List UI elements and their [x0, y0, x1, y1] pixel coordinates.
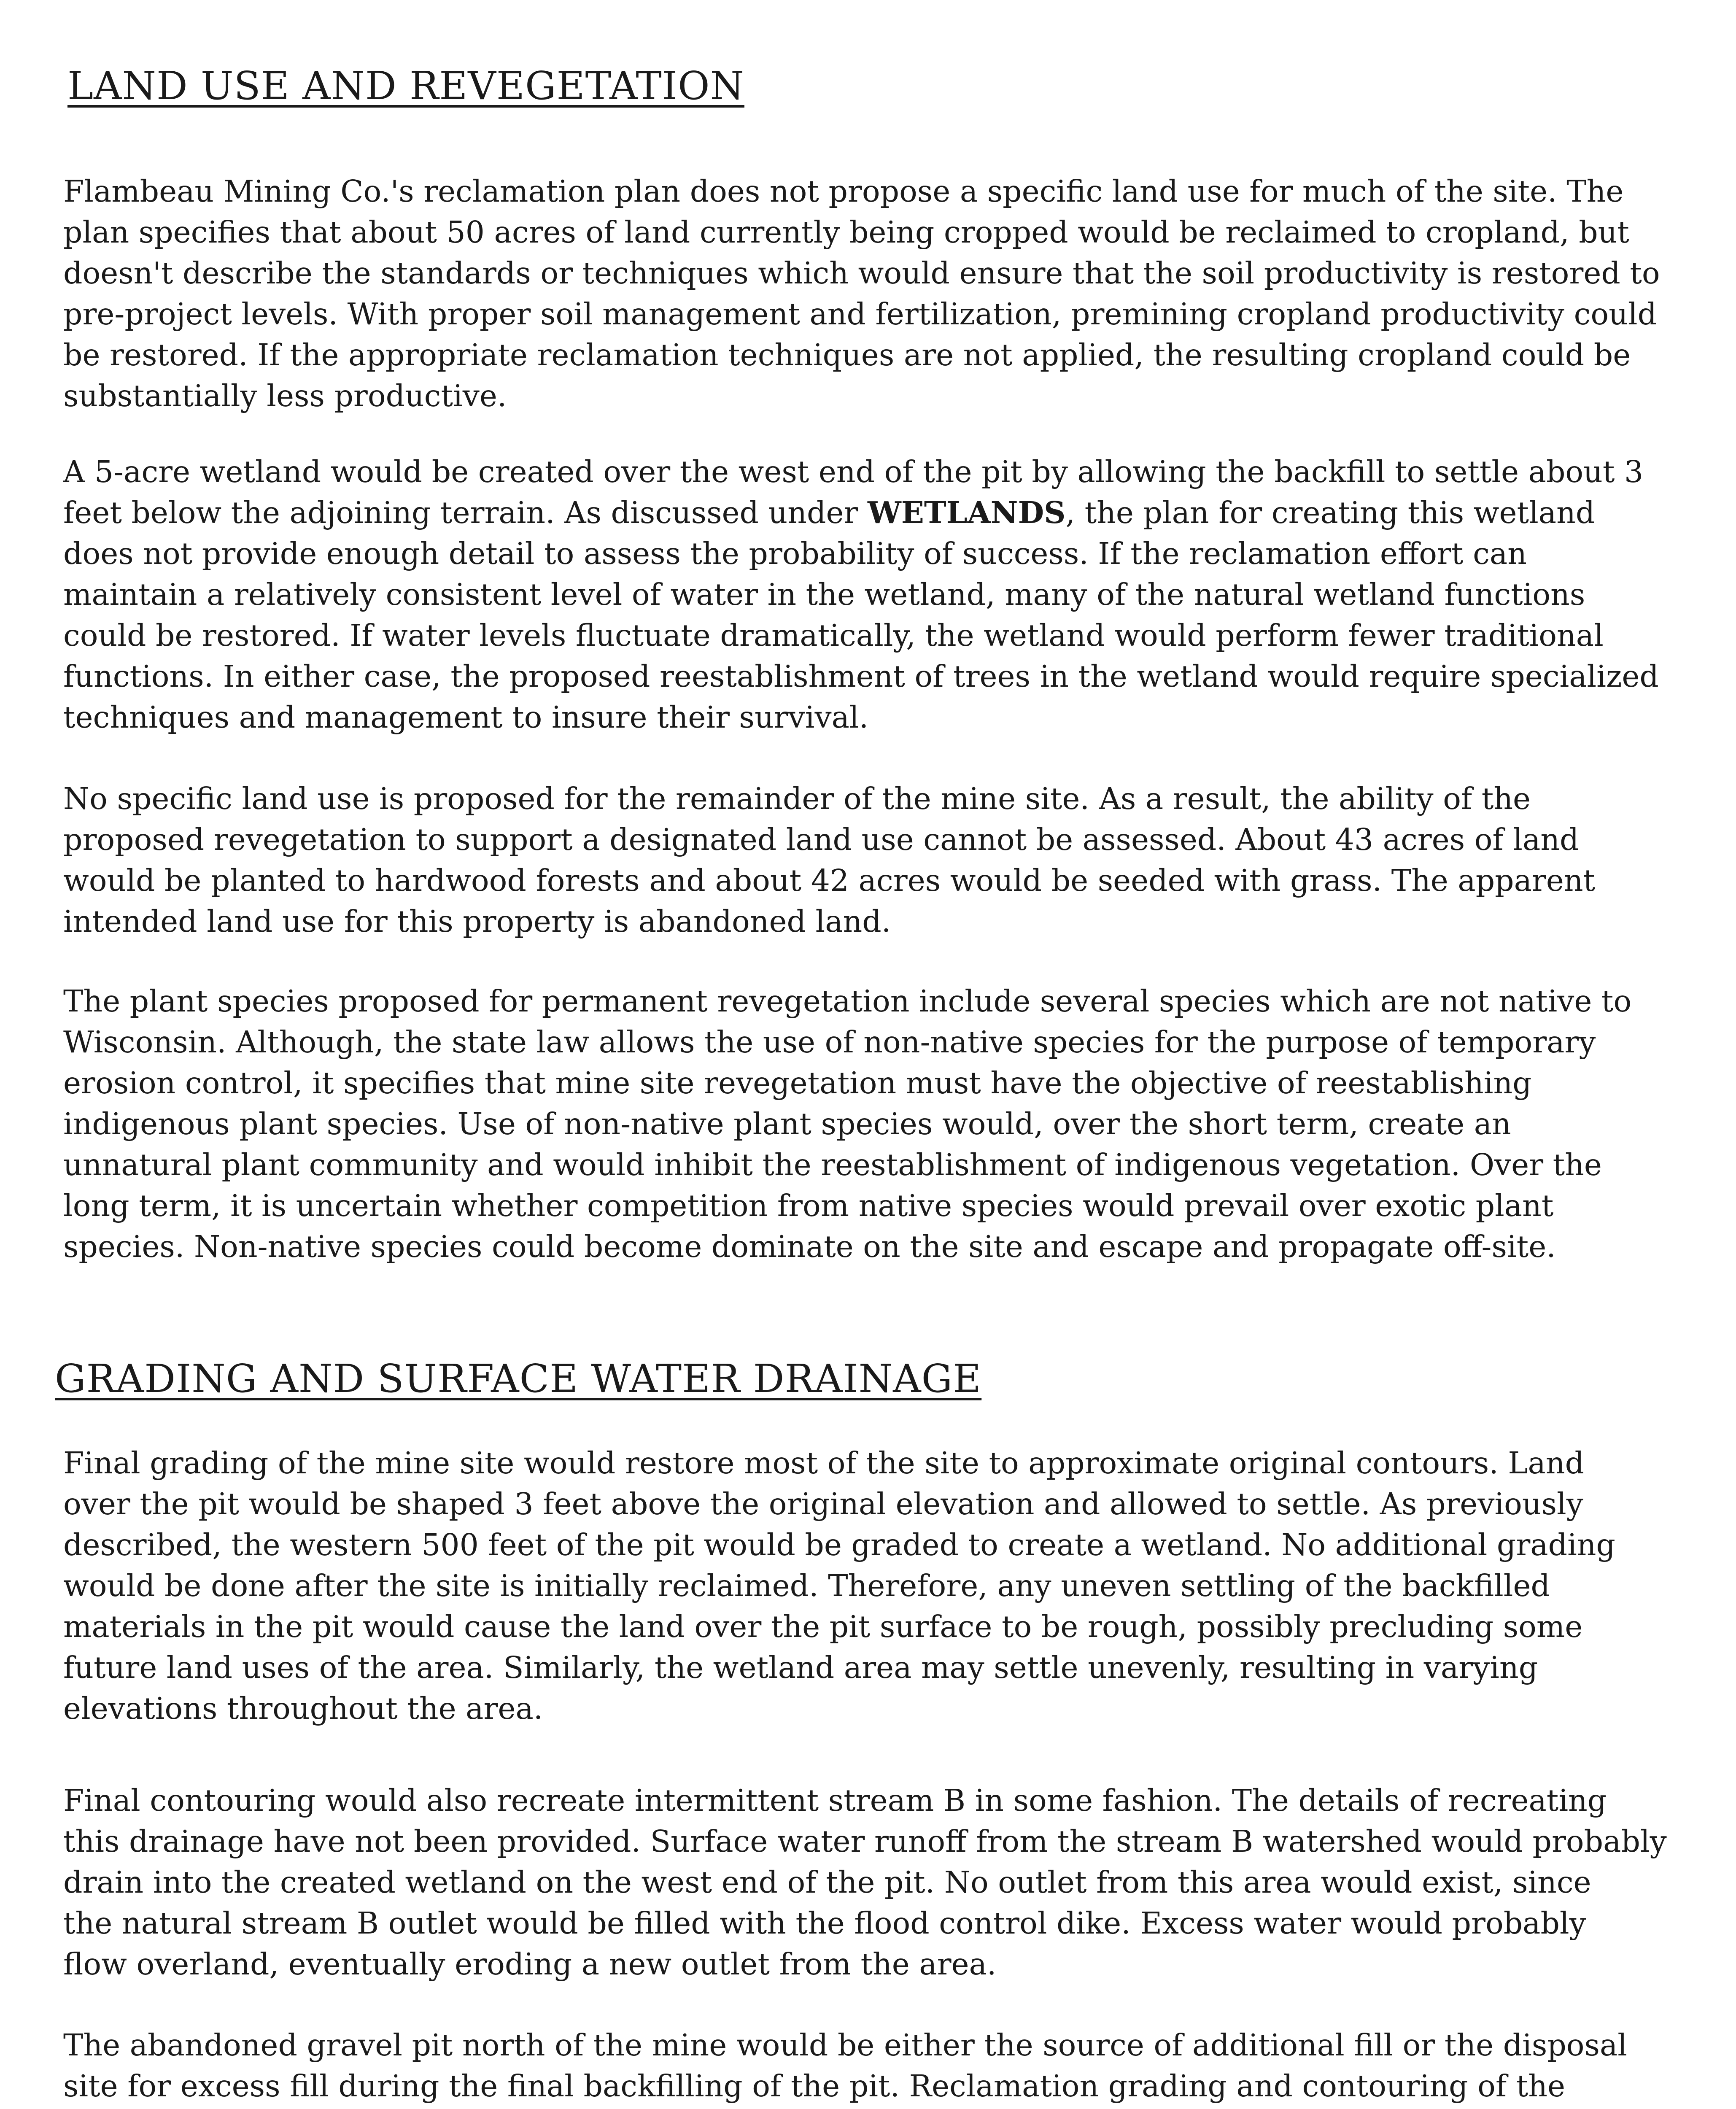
text-line: species. Non-native species could become dominate on the site and escape and propagate off-site.	[63, 1229, 1556, 1264]
text-line: erosion control, it specifies that mine site revegetation must have the objective of reestablishing	[63, 1065, 1532, 1100]
section-heading-land-use: LAND USE AND REVEGETATION	[67, 63, 744, 108]
paragraph	[63, 1443, 1700, 1729]
text-line: the natural stream B outlet would be filled with the flood control dike. Excess water would probably	[63, 1906, 1586, 1941]
text-line: The abandoned gravel pit north of the mine would be either the source of additional fill or the disposal	[63, 2028, 1627, 2063]
text-line: functions. In either case, the proposed reestablishment of trees in the wetland would require specialized	[63, 659, 1659, 694]
text-line: The plant species proposed for permanent revegetation include several species which are not native to	[63, 984, 1632, 1019]
text-line: maintain a relatively consistent level of water in the wetland, many of the natural wetland functions	[63, 577, 1585, 612]
paragraph	[63, 2025, 1700, 2109]
text-line: doesn't describe the standards or techniques which would ensure that the soil productivity is restored to	[63, 256, 1660, 291]
text-line: this drainage have not been provided. Surface water runoff from the stream B watershed would probably	[63, 1824, 1667, 1859]
paragraph	[63, 451, 1700, 738]
text-line	[63, 2106, 1700, 2109]
text-line: does not provide enough detail to assess the probability of success. If the reclamation effort can	[63, 536, 1527, 571]
text-line: Final grading of the mine site would restore most of the site to approximate original contours. Land	[63, 1446, 1585, 1481]
paragraph	[63, 171, 1700, 416]
text-line: proposed revegetation to support a designated land use cannot be assessed. About 43 acres of land	[63, 822, 1579, 857]
text-line: would be planted to hardwood forests and about 42 acres would be seeded with grass. The apparent	[63, 863, 1596, 898]
text-line: No specific land use is proposed for the remainder of the mine site. As a result, the ability of the	[63, 781, 1531, 816]
text-line: flow overland, eventually eroding a new outlet from the area.	[63, 1947, 997, 1982]
text-line: Flambeau Mining Co.'s reclamation plan does not propose a specific land use for much of the site. The	[63, 174, 1624, 209]
text-line: plan specifies that about 50 acres of land currently being cropped would be reclaimed to cropland, but	[63, 215, 1629, 250]
text-line: would be done after the site is initially reclaimed. Therefore, any uneven settling of the backfilled	[63, 1568, 1550, 1603]
text-line: described, the western 500 feet of the pit would be graded to create a wetland. No additional grading	[63, 1527, 1615, 1562]
text-line: feet below the adjoining terrain. As discussed under WETLANDS, the plan for creating this wetland	[63, 495, 1595, 530]
text-line: future land uses of the area. Similarly, the wetland area may settle unevenly, resulting in varying	[63, 1650, 1538, 1685]
text-line: be restored. If the appropriate reclamation techniques are not applied, the resulting cropland could be	[63, 337, 1631, 372]
wetlands-reference: WETLANDS	[867, 495, 1066, 530]
text-line: long term, it is uncertain whether competition from native species would prevail over exotic plant	[63, 1188, 1554, 1223]
text-line: indigenous plant species. Use of non-native plant species would, over the short term, create an	[63, 1106, 1511, 1141]
text-line: unnatural plant community and would inhibit the reestablishment of indigenous vegetation. Over the	[63, 1147, 1602, 1182]
text-line: site for excess fill during the final backfilling of the pit. Reclamation grading and contouring of the	[63, 2069, 1565, 2104]
text-line: intended land use for this property is abandoned land.	[63, 904, 891, 939]
text-line: drain into the created wetland on the west end of the pit. No outlet from this area would exist, since	[63, 1865, 1591, 1900]
text-line: over the pit would be shaped 3 feet above the original elevation and allowed to settle. As previously	[63, 1486, 1583, 1521]
text-line: substantially less productive.	[63, 378, 507, 413]
text-line: materials in the pit would cause the land over the pit surface to be rough, possibly precluding some	[63, 1609, 1583, 1644]
text-line: A 5-acre wetland would be created over the west end of the pit by allowing the backfill to settle about 3	[63, 454, 1644, 489]
text-line: could be restored. If water levels fluctuate dramatically, the wetland would perform fewer traditional	[63, 618, 1604, 653]
paragraph	[63, 1780, 1700, 1985]
paragraph	[63, 981, 1700, 1267]
section-heading-grading: GRADING AND SURFACE WATER DRAINAGE	[55, 1356, 982, 1401]
text-line: pre-project levels. With proper soil management and fertilization, premining cropland productivity could	[63, 297, 1657, 332]
paragraph	[63, 778, 1700, 942]
text-line: Wisconsin. Although, the state law allows the use of non-native species for the purpose of temporary	[63, 1025, 1596, 1060]
text-line: elevations throughout the area.	[63, 1691, 543, 1726]
text-line: techniques and management to insure their survival.	[63, 700, 869, 735]
text-line: Final contouring would also recreate intermittent stream B in some fashion. The details of recreating	[63, 1783, 1607, 1818]
